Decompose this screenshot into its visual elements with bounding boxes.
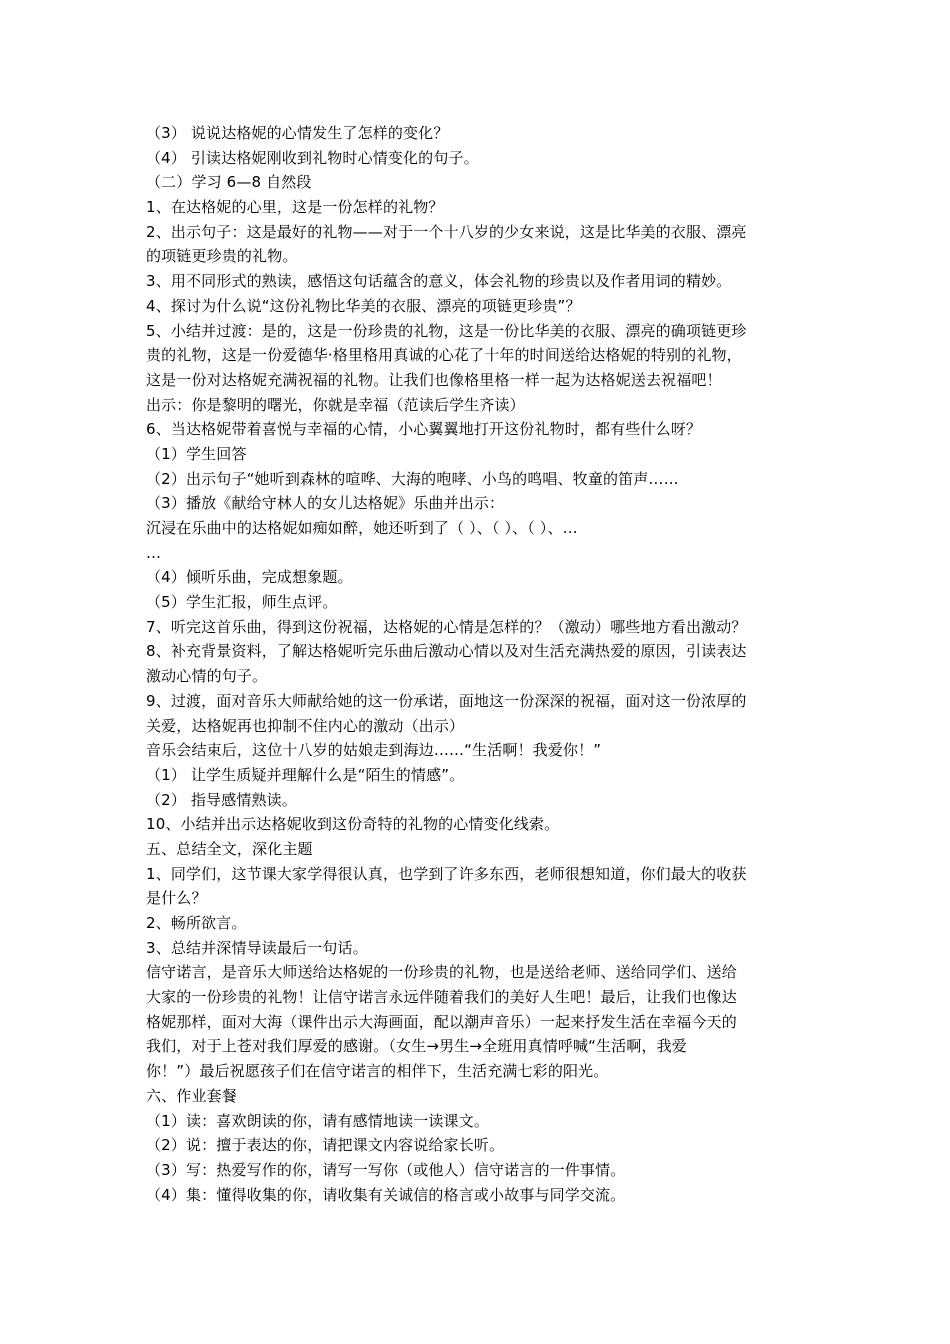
text-line: 1、在达格妮的心里，这是一份怎样的礼物？ xyxy=(146,198,444,217)
text-line: （3）写：热爱写作的你，请写一写你（或他人）信守诺言的一件事情。 xyxy=(146,1160,626,1179)
text-line: 这是一份对达格妮充满祝福的礼物。让我们也像格里格一样一起为达格妮送去祝福吧！ xyxy=(146,370,722,389)
text-line: 出示：你是黎明的曙光，你就是幸福（范读后学生齐读） xyxy=(146,395,525,414)
text-line: 贵的礼物，这是一份爱德华·格里格用真诚的心花了十年的时间送给达格妮的特别的礼物， xyxy=(146,346,742,365)
text-line: （4）集：懂得收集的你，请收集有关诚信的格言或小故事与同学交流。 xyxy=(146,1185,626,1204)
text-line: （二）学习 6—8 自然段 xyxy=(146,173,312,192)
document-page xyxy=(146,121,816,1207)
text-line: 五、总结全文，深化主题 xyxy=(146,839,313,858)
text-line: （4）倾听乐曲，完成想象题。 xyxy=(146,568,353,587)
text-line: （2）说：擅于表达的你，请把课文内容说给家长听。 xyxy=(146,1136,505,1155)
text-line: 6、当达格妮带着喜悦与幸福的心情，小心翼翼地打开这份礼物时，都有些什么呀？ xyxy=(146,420,702,439)
text-line: （3） 说说达格妮的心情发生了怎样的变化？ xyxy=(146,124,449,142)
text-line: 是什么？ xyxy=(146,889,207,908)
text-line: 8、补充背景资料，了解达格妮听完乐曲后激动心情以及对生活充满热爱的原因，引读表达 xyxy=(146,642,747,661)
text-line: 信守诺言，是音乐大师送给达格妮的一份珍贵的礼物，也是送给老师、送给同学们、送给 xyxy=(146,963,737,982)
text-line: 2、畅所欲言。 xyxy=(146,914,247,932)
text-line: 3、用不同形式的熟读，感悟这句话蕴含的意义，体会礼物的珍贵以及作者用词的精妙。 xyxy=(146,272,732,291)
text-line: 关爱，达格妮再也抑制不住内心的激动（出示） xyxy=(146,716,465,735)
text-line: 格妮那样，面对大海（课件出示大海画面，配以潮声音乐）一起来抒发生活在幸福今天的 xyxy=(146,1012,737,1031)
text-line: … xyxy=(146,543,162,562)
text-line: 7、听完这首乐曲，得到这份祝福，达格妮的心情是怎样的？（激动）哪些地方看出激动？ xyxy=(146,617,747,636)
text-line: 2、出示句子：这是最好的礼物——对于一个十八岁的少女来说，这是比华美的衣服、漂亮 xyxy=(146,222,747,241)
text-line: （1）学生回答 xyxy=(146,444,247,463)
text-line: 沉浸在乐曲中的达格妮如痴如醉，她还听到了（ ）、（ ）、（ ）、… xyxy=(146,519,578,537)
text-line: （3）播放《献给守林人的女儿达格妮》乐曲并出示： xyxy=(146,494,505,513)
text-line: （1）读：喜欢朗读的你，请有感情地读一读课文。 xyxy=(146,1111,489,1130)
text-line: （1） 让学生质疑并理解什么是“陌生的情感”。 xyxy=(146,765,465,784)
text-line: 3、总结并深情导读最后一句话。 xyxy=(146,938,368,957)
text-line: 大家的一份珍贵的礼物！让信守诺言永远伴随着我们的美好人生吧！最后，让我们也像达 xyxy=(146,988,737,1007)
text-line: 1、同学们，这节课大家学得很认真，也学到了许多东西，老师很想知道，你们最大的收获 xyxy=(146,864,747,883)
text-line: 六、作业套餐 xyxy=(146,1086,237,1105)
text-line: 激动心情的句子。 xyxy=(146,667,268,686)
text-line: （5）学生汇报，师生点评。 xyxy=(146,593,338,612)
text-line: （4） 引读达格妮刚收到礼物时心情变化的句子。 xyxy=(146,148,479,167)
text-line: 9、过渡，面对音乐大师献给她的这一份承诺，面地这一份深深的祝福，面对这一份浓厚的 xyxy=(146,691,747,710)
text-line: 5、小结并过渡：是的，这是一份珍贵的礼物，这是一份比华美的衣服、漂亮的确项链更珍 xyxy=(146,321,747,340)
text-line: （2） 指导感情熟读。 xyxy=(146,790,297,809)
text-line: 的项链更珍贵的礼物。 xyxy=(146,247,298,266)
text-line: 我们，对于上苍对我们厚爱的感谢。（女生→男生→全班用真情呼喊“生活啊，我爱 xyxy=(146,1037,687,1056)
text-line: 你！”）最后祝愿孩子们在信守诺言的相伴下，生活充满七彩的阳光。 xyxy=(146,1062,609,1081)
text-line: （2）出示句子“她听到森林的喧哗、大海的咆哮、小鸟的鸣唱、牧童的笛声…… xyxy=(146,469,679,488)
text-line: 10、小结并出示达格妮收到这份奇特的礼物的心情变化线索。 xyxy=(146,815,560,834)
text-line: 4、探讨为什么说“这份礼物比华美的衣服、漂亮的项链更珍贵”？ xyxy=(146,296,581,315)
text-line: 音乐会结束后，这位十八岁的姑娘走到海边……“生活啊！我爱你！” xyxy=(146,741,602,760)
